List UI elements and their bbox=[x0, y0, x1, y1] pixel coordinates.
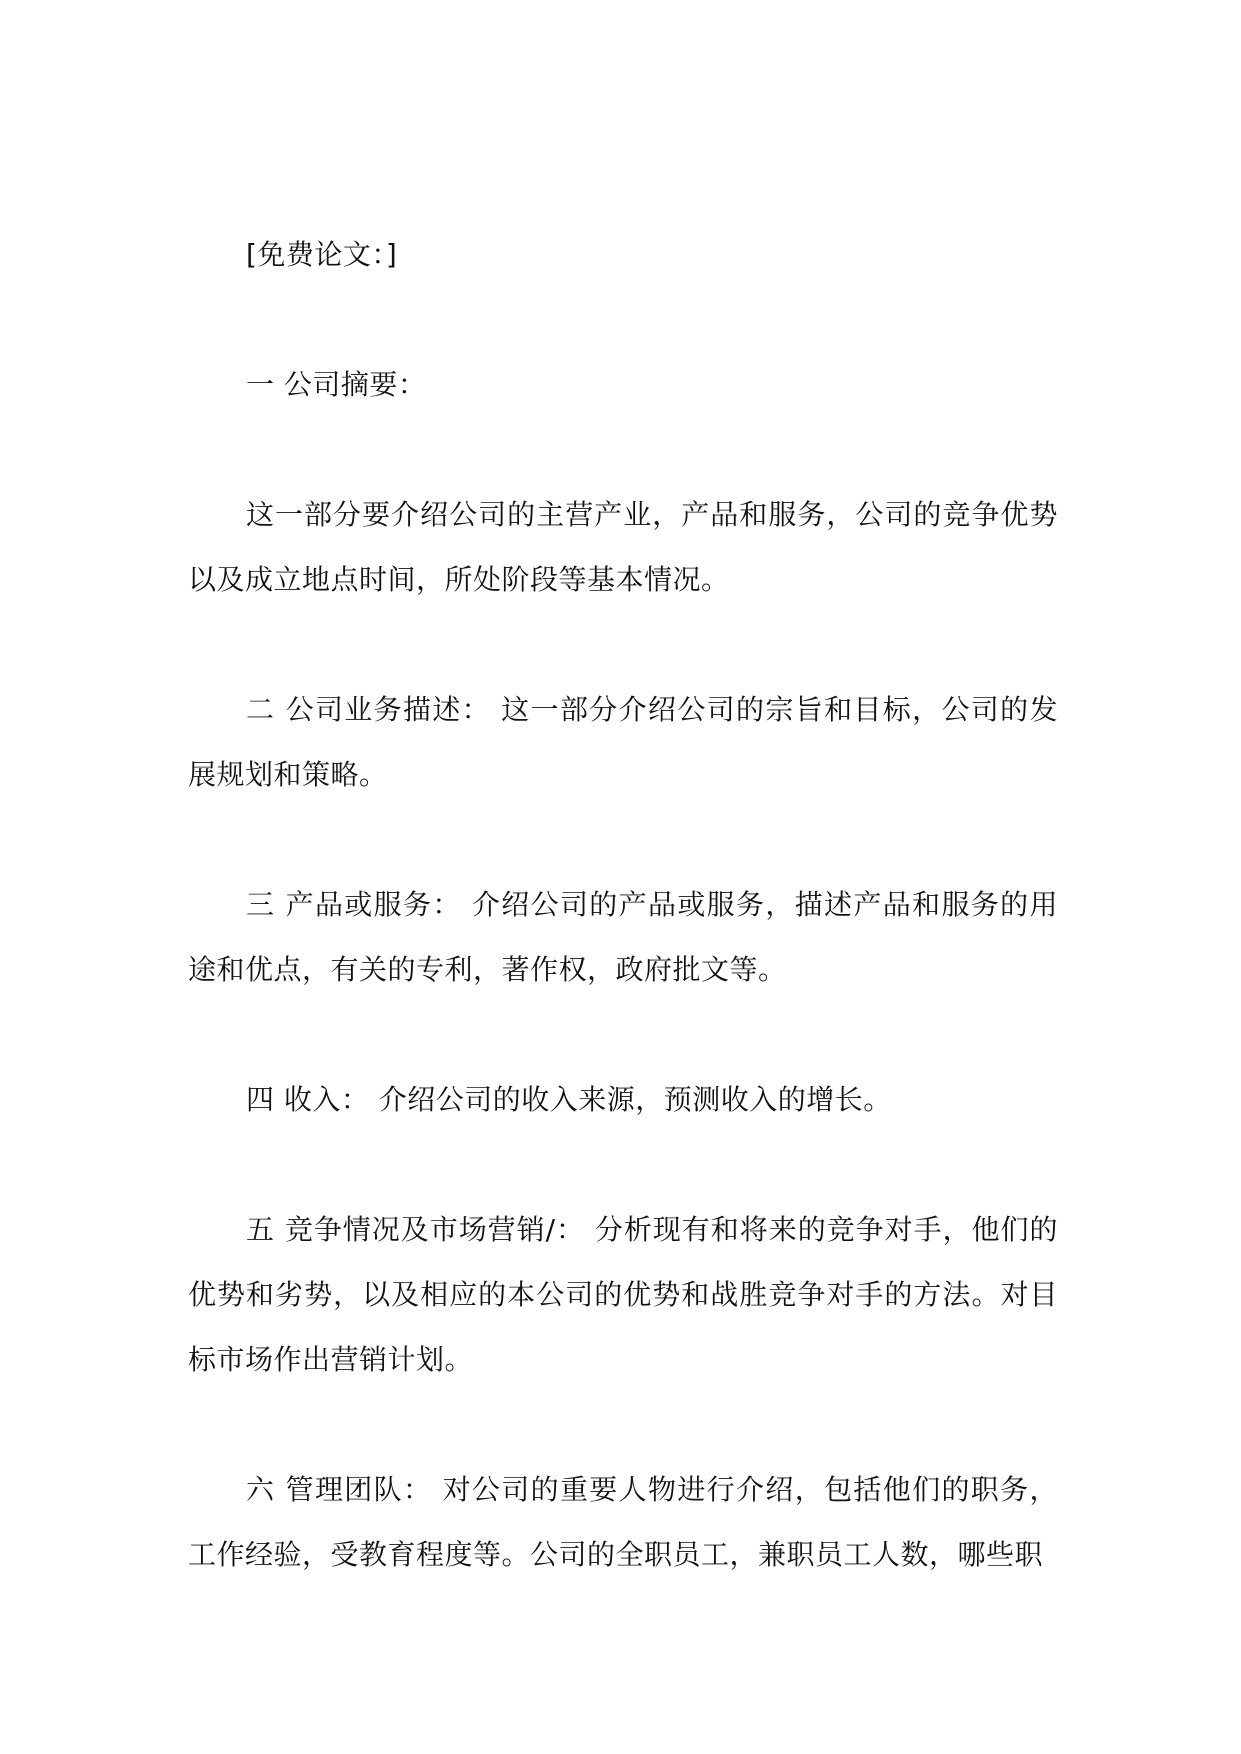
document-page bbox=[188, 222, 1058, 1587]
paragraph-management-team: 六 管理团队： 对公司的重要人物进行介绍，包括他们的职务，工作经验，受教育程度等。公司的全职员工，兼职员工人数，哪些职 bbox=[188, 1473, 1058, 1571]
paragraph-summary-body: 这一部分要介绍公司的主营产业，产品和服务，公司的竞争优势以及成立地点时间，所处阶段等基本情况。 bbox=[188, 498, 1058, 596]
paragraph-revenue: 四 收入： 介绍公司的收入来源，预测收入的增长。 bbox=[246, 1083, 892, 1116]
paragraph-free-paper-label: [免费论文：] bbox=[246, 238, 398, 271]
paragraph-products-services: 三 产品或服务： 介绍公司的产品或服务，描述产品和服务的用途和优点，有关的专利，著作权，政府批文等。 bbox=[188, 888, 1058, 986]
paragraph-competition-marketing: 五 竞争情况及市场营销/： 分析现有和将来的竞争对手，他们的优势和劣势，以及相应的本公司的优势和战胜竞争对手的方法。对目标市场作出营销计划。 bbox=[188, 1213, 1058, 1376]
heading-company-summary: 一 公司摘要： bbox=[246, 368, 427, 401]
paragraph-business-description: 二 公司业务描述： 这一部分介绍公司的宗旨和目标，公司的发展规划和策略。 bbox=[188, 693, 1058, 791]
